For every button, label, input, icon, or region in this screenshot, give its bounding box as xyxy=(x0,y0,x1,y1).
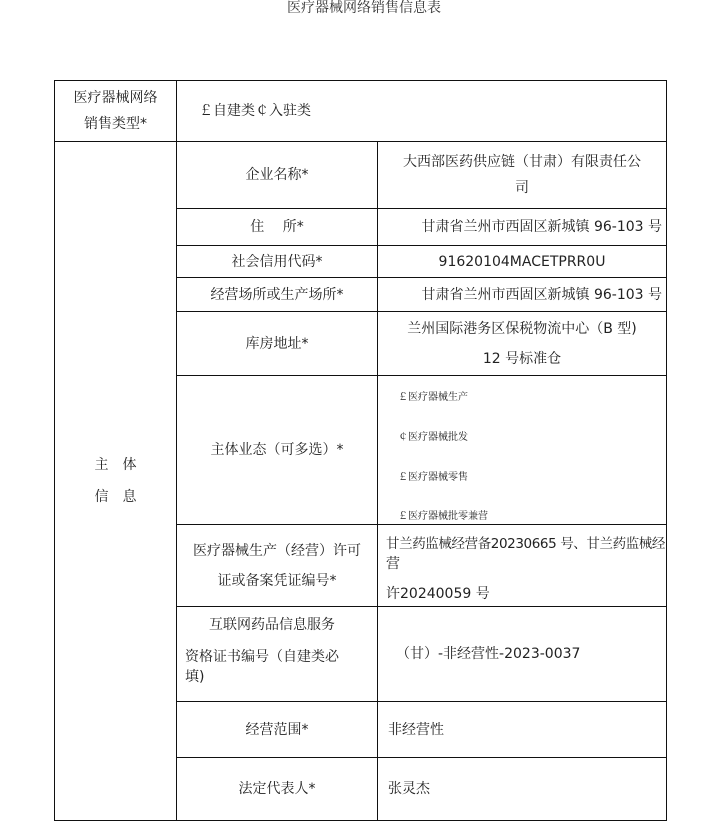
company-name-value-line1: 大西部医药供应链（甘肃）有限责任公 xyxy=(403,154,641,170)
credit-code-label: 社会信用代码* xyxy=(231,253,323,270)
address-label: 住 所* xyxy=(250,219,304,235)
sales-type-value: ￡自建类￠入驻类 xyxy=(199,103,311,119)
biz-mode-option-retail[interactable]: ￡医疗器械零售 xyxy=(398,472,468,483)
legal-rep-value: 张灵杰 xyxy=(388,781,430,797)
warehouse-value-line1: 兰州国际港务区保税物流中心（B 型) xyxy=(407,320,637,337)
internet-label-line2: 资格证书编号（自建类必 xyxy=(185,649,339,665)
warehouse-label: 库房地址* xyxy=(245,335,309,352)
scope-label-cell xyxy=(176,701,378,758)
internet-label-line3: 填) xyxy=(185,669,205,685)
biz-mode-option-wholesale[interactable]: ￠医疗器械批发 xyxy=(398,432,468,443)
credit-code-label-cell xyxy=(176,245,378,278)
page-title: 医疗器械网络销售信息表 xyxy=(287,0,441,16)
biz-mode-label: 主体业态（可多选）* xyxy=(210,442,344,458)
scope-value-cell xyxy=(377,701,667,758)
biz-mode-option-production[interactable]: ￡医疗器械生产 xyxy=(398,392,468,403)
address-label-cell xyxy=(176,208,378,246)
biz-place-value-cell xyxy=(377,277,667,312)
license-label-cell xyxy=(176,524,378,607)
sales-type-label-line1: 医疗器械网络 xyxy=(73,90,158,106)
company-name-value-line2: 司 xyxy=(515,180,529,196)
sales-type-label-cell xyxy=(54,80,177,142)
license-label-line1: 医疗器械生产（经营）许可 xyxy=(193,542,361,559)
warehouse-value-cell xyxy=(377,311,667,376)
internet-label-cell xyxy=(176,606,378,702)
scope-value: 非经营性 xyxy=(388,721,444,738)
biz-place-value: 甘肃省兰州市西固区新城镇 96-103 号 xyxy=(421,286,662,303)
address-value: 甘肃省兰州市西固区新城镇 96-103 号 xyxy=(421,219,662,235)
company-name-label-cell xyxy=(176,141,378,209)
internet-label-line1: 互联网药品信息服务 xyxy=(209,617,335,633)
license-value-line1: 甘兰药监械经营备20230665 号、甘兰药监械经 xyxy=(386,536,666,552)
license-label-line2: 证或备案凭证编号* xyxy=(217,572,337,589)
biz-mode-label-cell xyxy=(176,375,378,525)
biz-place-label: 经营场所或生产场所* xyxy=(210,286,344,303)
warehouse-value-line2: 12 号标准仓 xyxy=(482,350,562,367)
subject-info-label-line1: 主 体 xyxy=(94,457,137,473)
internet-value: （甘）-非经营性-2023-0037 xyxy=(396,646,581,662)
sales-type-label-line2: 销售类型* xyxy=(84,116,147,132)
biz-mode-option-wholesale-retail[interactable]: ￡医疗器械批零兼营 xyxy=(398,511,488,522)
sales-type-value-cell xyxy=(176,80,667,142)
legal-rep-value-cell xyxy=(377,757,667,821)
address-value-cell xyxy=(377,208,667,246)
scope-label: 经营范围* xyxy=(245,721,309,738)
internet-value-cell xyxy=(377,606,667,702)
legal-rep-label-cell xyxy=(176,757,378,821)
company-name-label: 企业名称* xyxy=(245,167,309,183)
license-value-cell xyxy=(377,524,667,607)
credit-code-value-cell xyxy=(377,245,667,278)
license-value-line2: 营 xyxy=(386,556,400,572)
biz-mode-value-cell xyxy=(377,375,667,525)
legal-rep-label: 法定代表人* xyxy=(238,781,316,797)
credit-code-value: 91620104MACETPRR0U xyxy=(438,253,606,270)
license-value-line3: 许20240059 号 xyxy=(386,586,490,602)
warehouse-label-cell xyxy=(176,311,378,376)
subject-info-label-line2: 信 息 xyxy=(94,489,137,505)
company-name-value-cell xyxy=(377,141,667,209)
subject-info-label-cell xyxy=(54,141,177,821)
biz-place-label-cell xyxy=(176,277,378,312)
